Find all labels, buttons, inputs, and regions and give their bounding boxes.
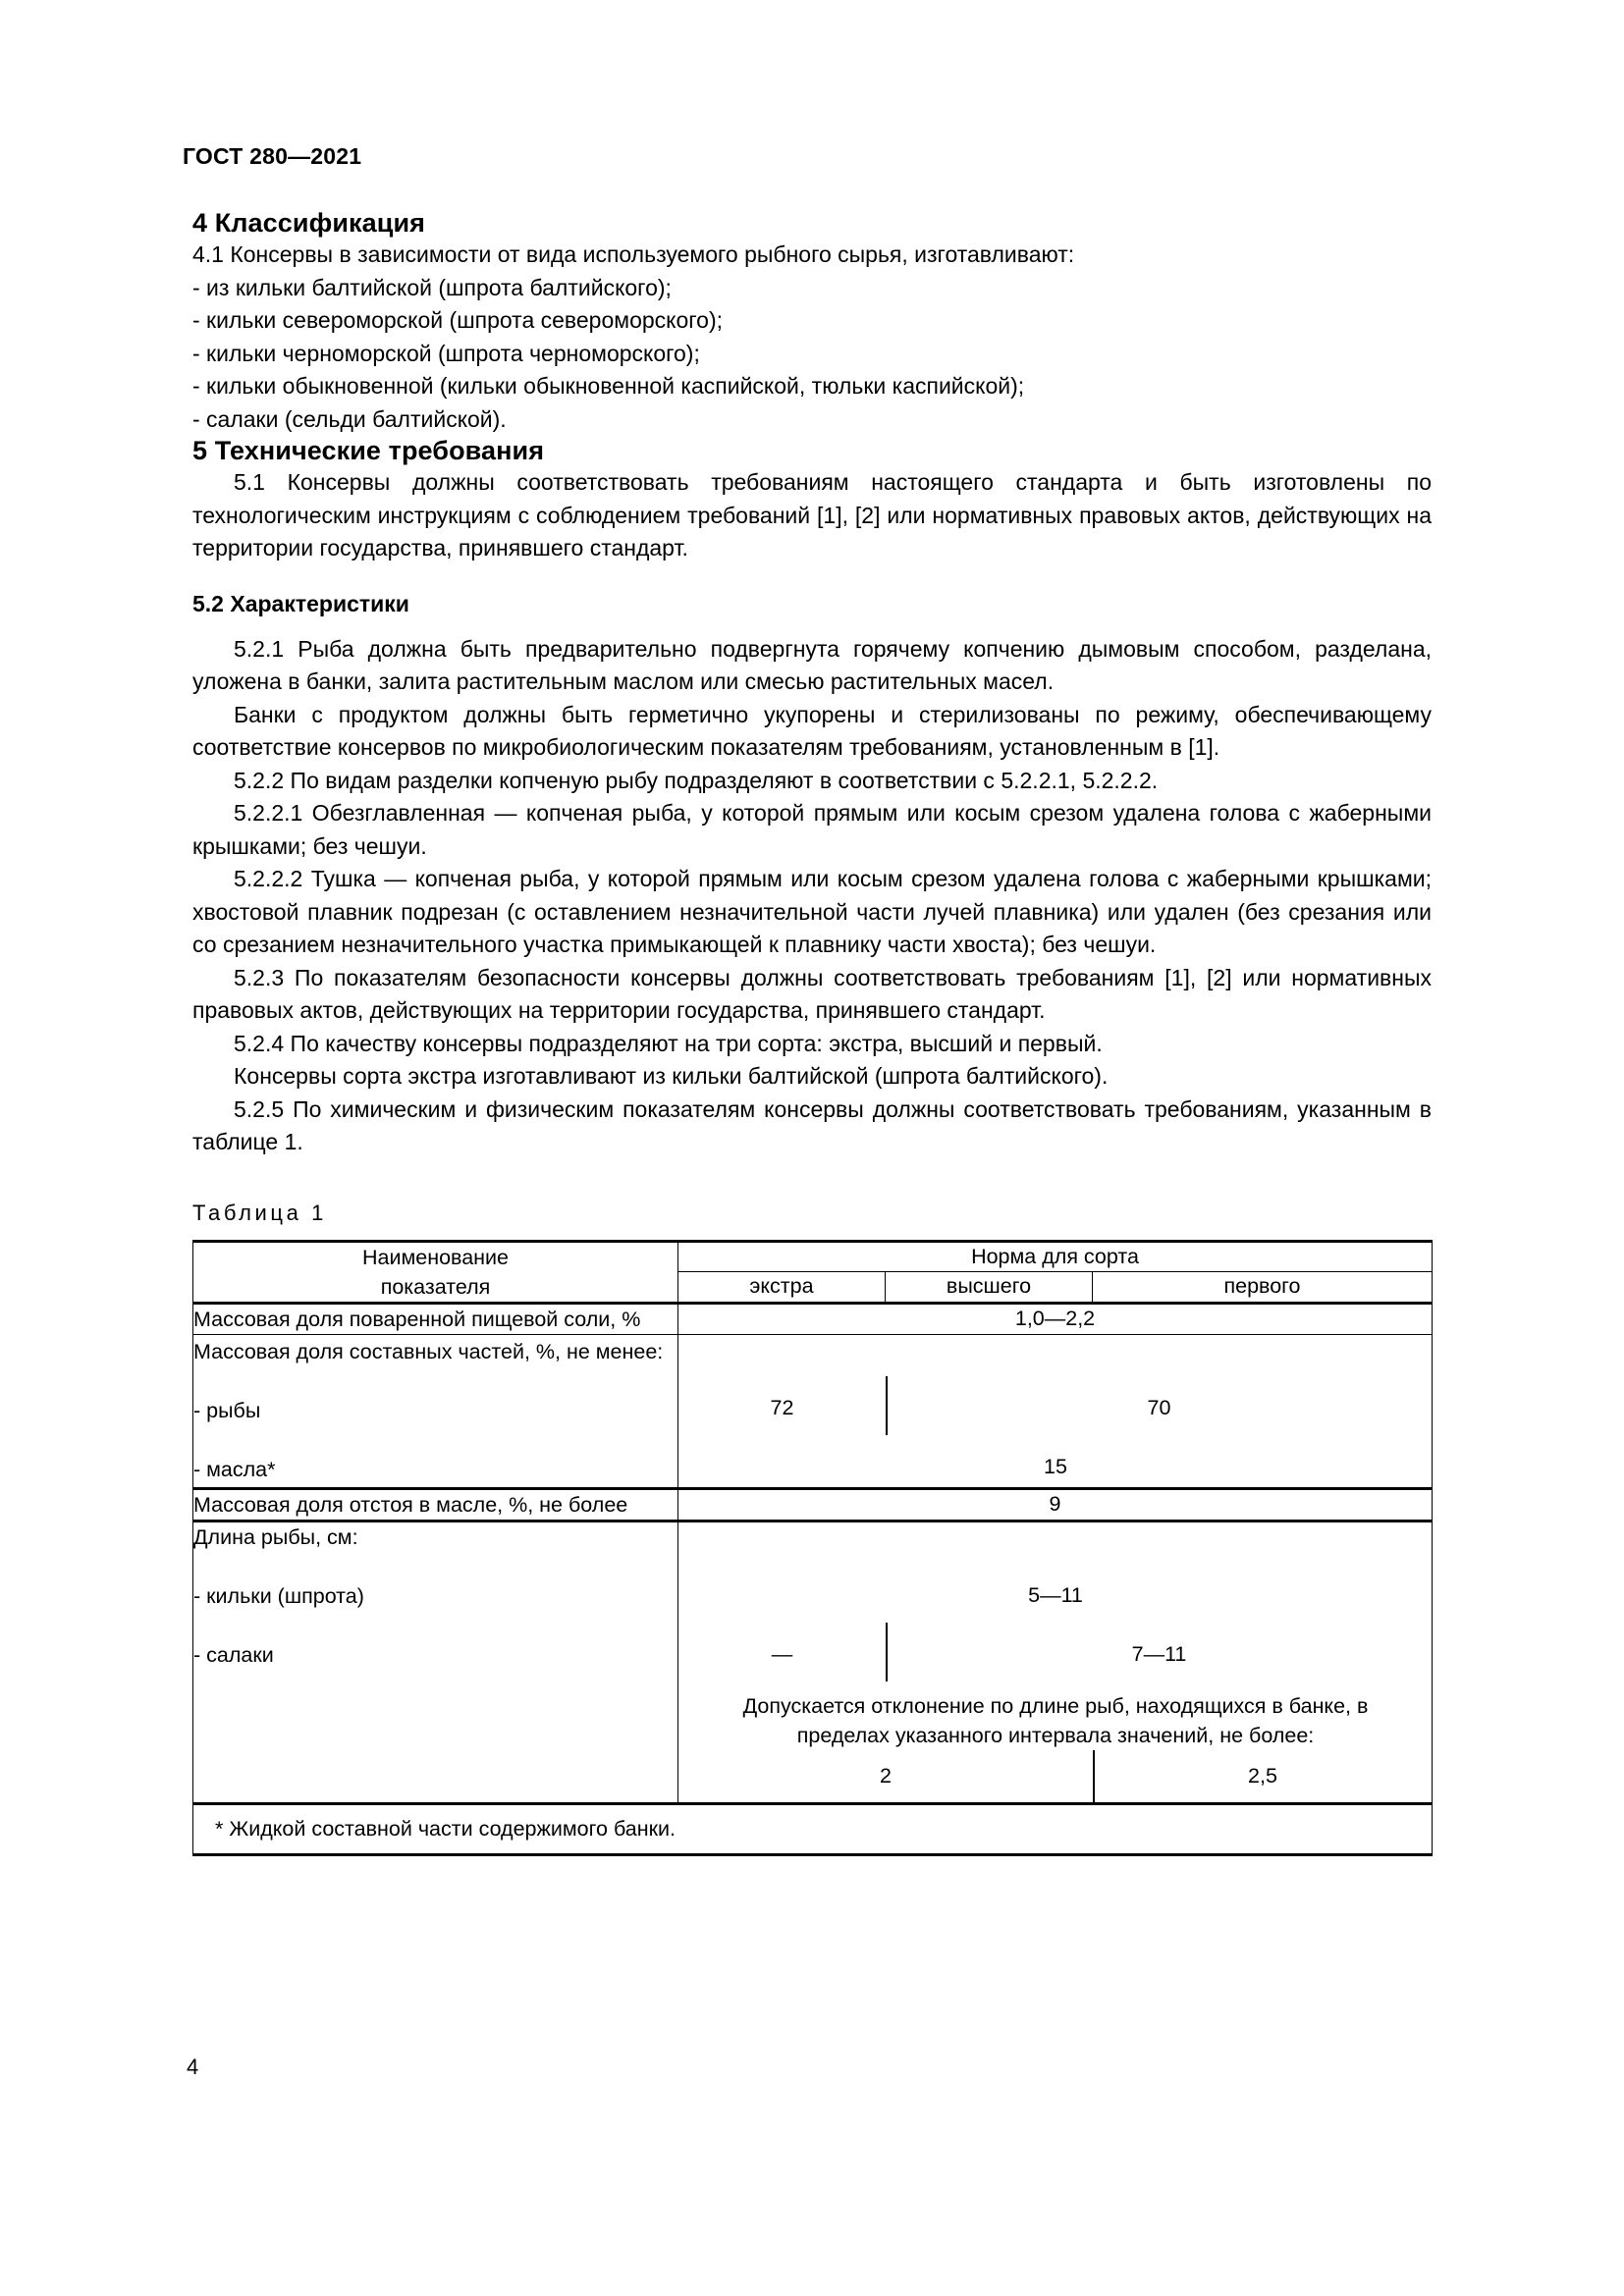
page-content [192, 208, 1432, 1856]
header-cell-grade-extra: экстра [678, 1272, 886, 1304]
table-row [193, 1334, 1433, 1488]
paragraph-5-2-4-b: Консервы сорта экстра изготавливают из кильки балтийской (шпрота балтийского). [234, 1063, 1109, 1089]
deviation-note-line1: Допускается отклонение по длине рыб, находящихся в банке, в [742, 1693, 1369, 1718]
header-indicator-line1: Наименование [361, 1245, 510, 1269]
running-head: ГОСТ 280—2021 [183, 143, 362, 169]
table-footnote-row [193, 1803, 1433, 1854]
list-item: - кильки североморской (шпрота североморского); [192, 307, 723, 333]
paragraph-5-2-2-2: 5.2.2.2 Тушка — копченая рыба, у которой прямым или косым срезом удалена голова с жаберными крышками; хвостовой плавник подрезан (с оставлением незначительной части лучей плавника) или удален (без срезания или со срезанием незначительного участка примыкающей к плавнику части хвоста); без чешуи. [192, 866, 1432, 957]
row-values-length [678, 1521, 1433, 1803]
deviation-note-line2: пределах указанного интервала значений, не более: [796, 1723, 1315, 1747]
header-cell-grade-high: высшего [886, 1272, 1093, 1304]
row-value-sediment: 9 [678, 1488, 1433, 1521]
row-label-length-salaka: - салаки [193, 1642, 274, 1667]
header-indicator-line2: показателя [380, 1274, 491, 1299]
page-number: 4 [187, 2055, 199, 2079]
header-cell-grade-first: первого [1093, 1272, 1433, 1304]
row-label-components-fish: - рыбы [193, 1399, 261, 1422]
list-item: - кильки черноморской (шпрота черноморского); [192, 340, 700, 366]
classification-list [192, 272, 1432, 437]
value-fish-extra: 72 [770, 1395, 794, 1419]
value-salaka-rest: 7—11 [1131, 1641, 1187, 1666]
table-row [193, 1303, 1433, 1334]
paragraph-5-2-1-b: Банки с продуктом должны быть герметично укупорены и стерилизованы по режиму, обеспечивающему соответствие консервов по микробиологическим показателям требованиям, установленным в [1]. [192, 701, 1432, 760]
value-fish-rest: 70 [1147, 1395, 1171, 1419]
list-item: - салаки (сельди балтийской). [192, 405, 507, 432]
value-salaka-extra: — [771, 1641, 793, 1666]
table-footnote: * Жидкой составной части содержимого банки. [193, 1803, 1433, 1854]
row-label-length [193, 1521, 678, 1803]
table-caption: Таблица 1 [192, 1200, 328, 1225]
row-label-sediment: Массовая доля отстоя в масле, %, не более [193, 1488, 678, 1521]
heading-section-5: 5 Технические требования [192, 436, 545, 465]
header-cell-indicator-name [193, 1241, 678, 1303]
row-label-components [193, 1334, 678, 1488]
paragraph-5-2-4: 5.2.4 По качеству консервы подразделяют на три сорта: экстра, высший и первый. [234, 1030, 1103, 1056]
paragraph-5-1: 5.1 Консервы должны соответствовать требованиям настоящего стандарта и быть изготовлены по технологическим инструкциям с соблюдением требований [1], [2] или нормативных правовых актов, действующих на территории государства, принявшего стандарт. [192, 469, 1432, 561]
value-oil-all: 15 [1044, 1454, 1067, 1478]
requirements-table [192, 1240, 1433, 1856]
row-label-length-kilka: - кильки (шпрота) [193, 1583, 364, 1608]
list-item: - из кильки балтийской (шпрота балтийского); [192, 274, 672, 300]
value-kilka-all: 5—11 [1028, 1582, 1083, 1607]
paragraph-4-1: 4.1 Консервы в зависимости от вида используемого рыбного сырья, изготавливают: [192, 241, 1075, 267]
table-row [193, 1521, 1433, 1803]
row-label-components-title: Массовая доля составных частей, %, не менее: [193, 1340, 664, 1363]
heading-section-5-2: 5.2 Характеристики [192, 590, 409, 616]
heading-section-4: 4 Классификация [192, 208, 425, 238]
value-deviation-last: 2,5 [1248, 1763, 1277, 1788]
list-item: - кильки обыкновенной (кильки обыкновенной каспийской, тюльки каспийской); [192, 373, 1025, 399]
paragraph-5-2-2: 5.2.2 По видам разделки копченую рыбу подразделяют в соответствии с 5.2.2.1, 5.2.2.2. [234, 767, 1159, 793]
row-value-salt: 1,0—2,2 [678, 1303, 1433, 1334]
paragraph-5-2-2-1: 5.2.2.1 Обезглавленная — копченая рыба, у которой прямым или косым срезом удалена голова с жаберными крышками; без чешуи. [192, 800, 1432, 859]
row-label-length-title: Длина рыбы, см: [193, 1524, 358, 1549]
paragraph-5-2-5: 5.2.5 По химическим и физическим показателям консервы должны соответствовать требованиям, указанным в таблице 1. [192, 1095, 1432, 1154]
table-header-row [193, 1241, 1433, 1272]
row-label-components-oil: - масла* [193, 1458, 276, 1481]
header-cell-grade-group: Норма для сорта [678, 1241, 1433, 1272]
value-deviation-first-two: 2 [880, 1763, 892, 1788]
table-row [193, 1488, 1433, 1521]
paragraph-5-2-1: 5.2.1 Рыба должна быть предварительно подвергнута горячему копчению дымовым способом, разделана, уложена в банки, залита растительным маслом или смесью растительных масел. [192, 635, 1432, 694]
row-values-components [678, 1334, 1433, 1488]
row-label-salt: Массовая доля поваренной пищевой соли, % [193, 1303, 678, 1334]
paragraph-5-2-3: 5.2.3 По показателям безопасности консервы должны соответствовать требованиям [1], [2] или нормативных правовых актов, действующих на территории государства, принявшего стандарт. [192, 964, 1432, 1023]
